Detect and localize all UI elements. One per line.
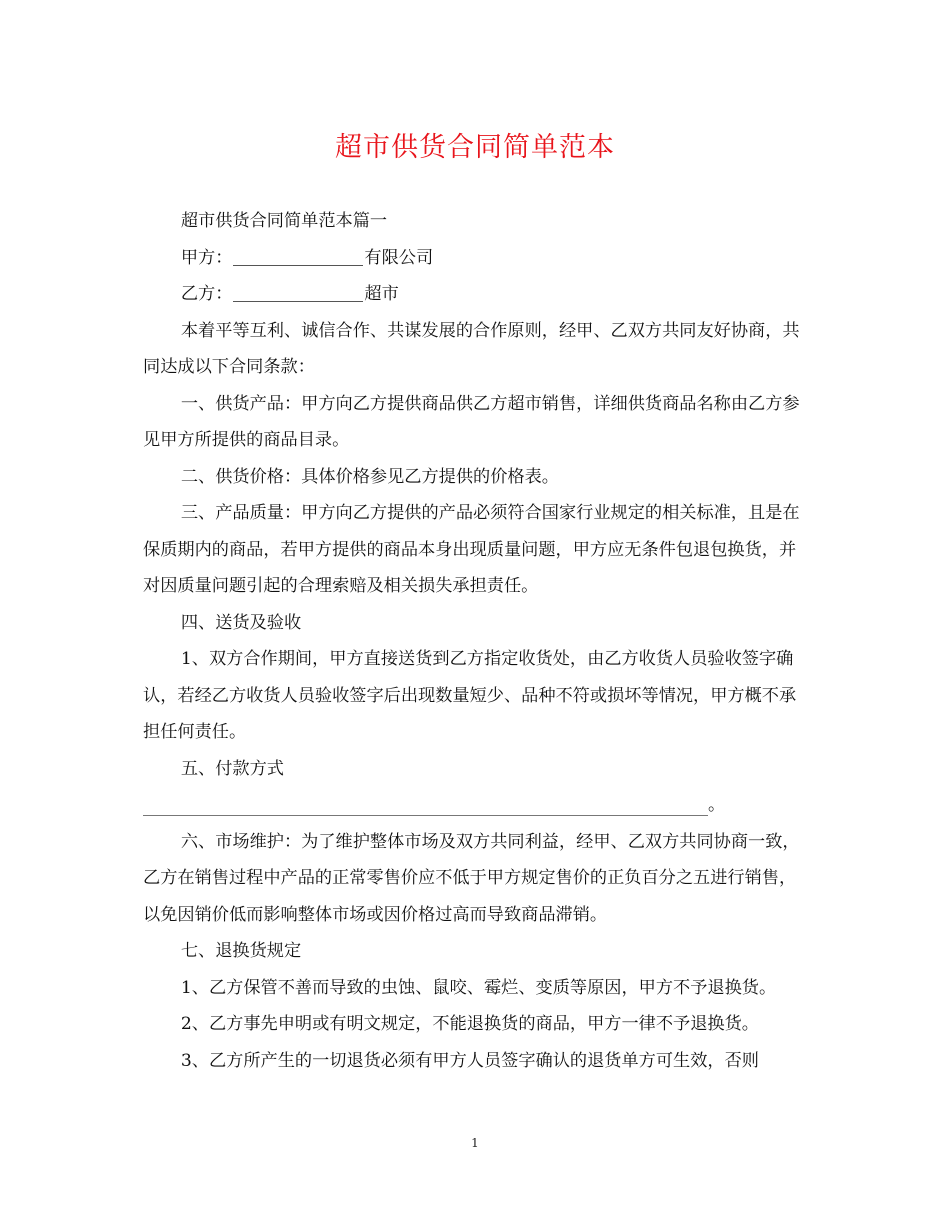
clause-4-item-1: 1、双方合作期间，甲方直接送货到乙方指定收货处，由乙方收货人员验收签字确认，若经乙方收货人员验收签字后出现数量短少、品种不符或损坏等情况，甲方概不承担任何责任。 — [143, 649, 797, 742]
payment-method-period: 。 — [708, 795, 726, 815]
clause-6-market: 六、市场维护：为了维护整体市场及双方共同利益，经甲、乙双方共同协商一致，乙方在销售过程中产品的正常零售价应不低于甲方规定售价的正负百分之五进行销售，以免因销价低而影响整体市场或因价格过高而导致商品滞销。 — [143, 831, 800, 925]
clause-2-price: 二、供货价格：具体价格参见乙方提供的价格表。 — [180, 466, 559, 487]
party-b-blank — [233, 279, 363, 302]
party-a-suffix: 有限公司 — [364, 247, 434, 268]
payment-method-blank — [143, 793, 708, 816]
party-b-label: 乙方： — [180, 284, 233, 304]
document-title: 超市供货合同简单范本 — [335, 132, 615, 163]
clause-5-heading: 五、付款方式 — [180, 758, 284, 779]
payment-method-blank-line — [143, 787, 803, 824]
intro-paragraph: 本着平等互利、诚信合作、共谋发展的合作原则，经甲、乙双方共同友好协商，共同达成以下合同条款： — [143, 320, 800, 377]
document-body — [143, 203, 803, 1079]
section-heading: 超市供货合同简单范本篇一 — [180, 211, 388, 231]
party-a-label: 甲方： — [180, 247, 233, 268]
clause-7-item-1: 1、乙方保管不善而导致的虫蚀、鼠咬、霉烂、变质等原因，甲方不予退换货。 — [180, 977, 777, 998]
party-b-line — [143, 276, 803, 313]
clause-7-heading: 七、退换货规定 — [180, 941, 302, 961]
clause-7-item-2: 2、乙方事先申明或有明文规定，不能退换货的商品，甲方一律不予退换货。 — [180, 1014, 759, 1034]
party-b-suffix: 超市 — [364, 284, 399, 304]
clause-7-item-3: 3、乙方所产生的一切退货必须有甲方人员签字确认的退货单方可生效，否则 — [180, 1050, 759, 1071]
clause-1-products: 一、供货产品：甲方向乙方提供商品供乙方超市销售，详细供货商品名称由乙方参见甲方所提供的商品目录。 — [143, 393, 800, 450]
party-a-line — [143, 240, 803, 277]
page-number: 1 — [471, 1136, 479, 1150]
clause-3-quality: 三、产品质量：甲方向乙方提供的产品必须符合国家行业规定的相关标准，且是在保质期内的商品，若甲方提供的商品本身出现质量问题，甲方应无条件包退包换货，并对因质量问题引起的合理索赔及相关损失承担责任。 — [143, 503, 800, 596]
clause-4-heading: 四、送货及验收 — [180, 612, 302, 633]
party-a-blank — [233, 243, 363, 266]
